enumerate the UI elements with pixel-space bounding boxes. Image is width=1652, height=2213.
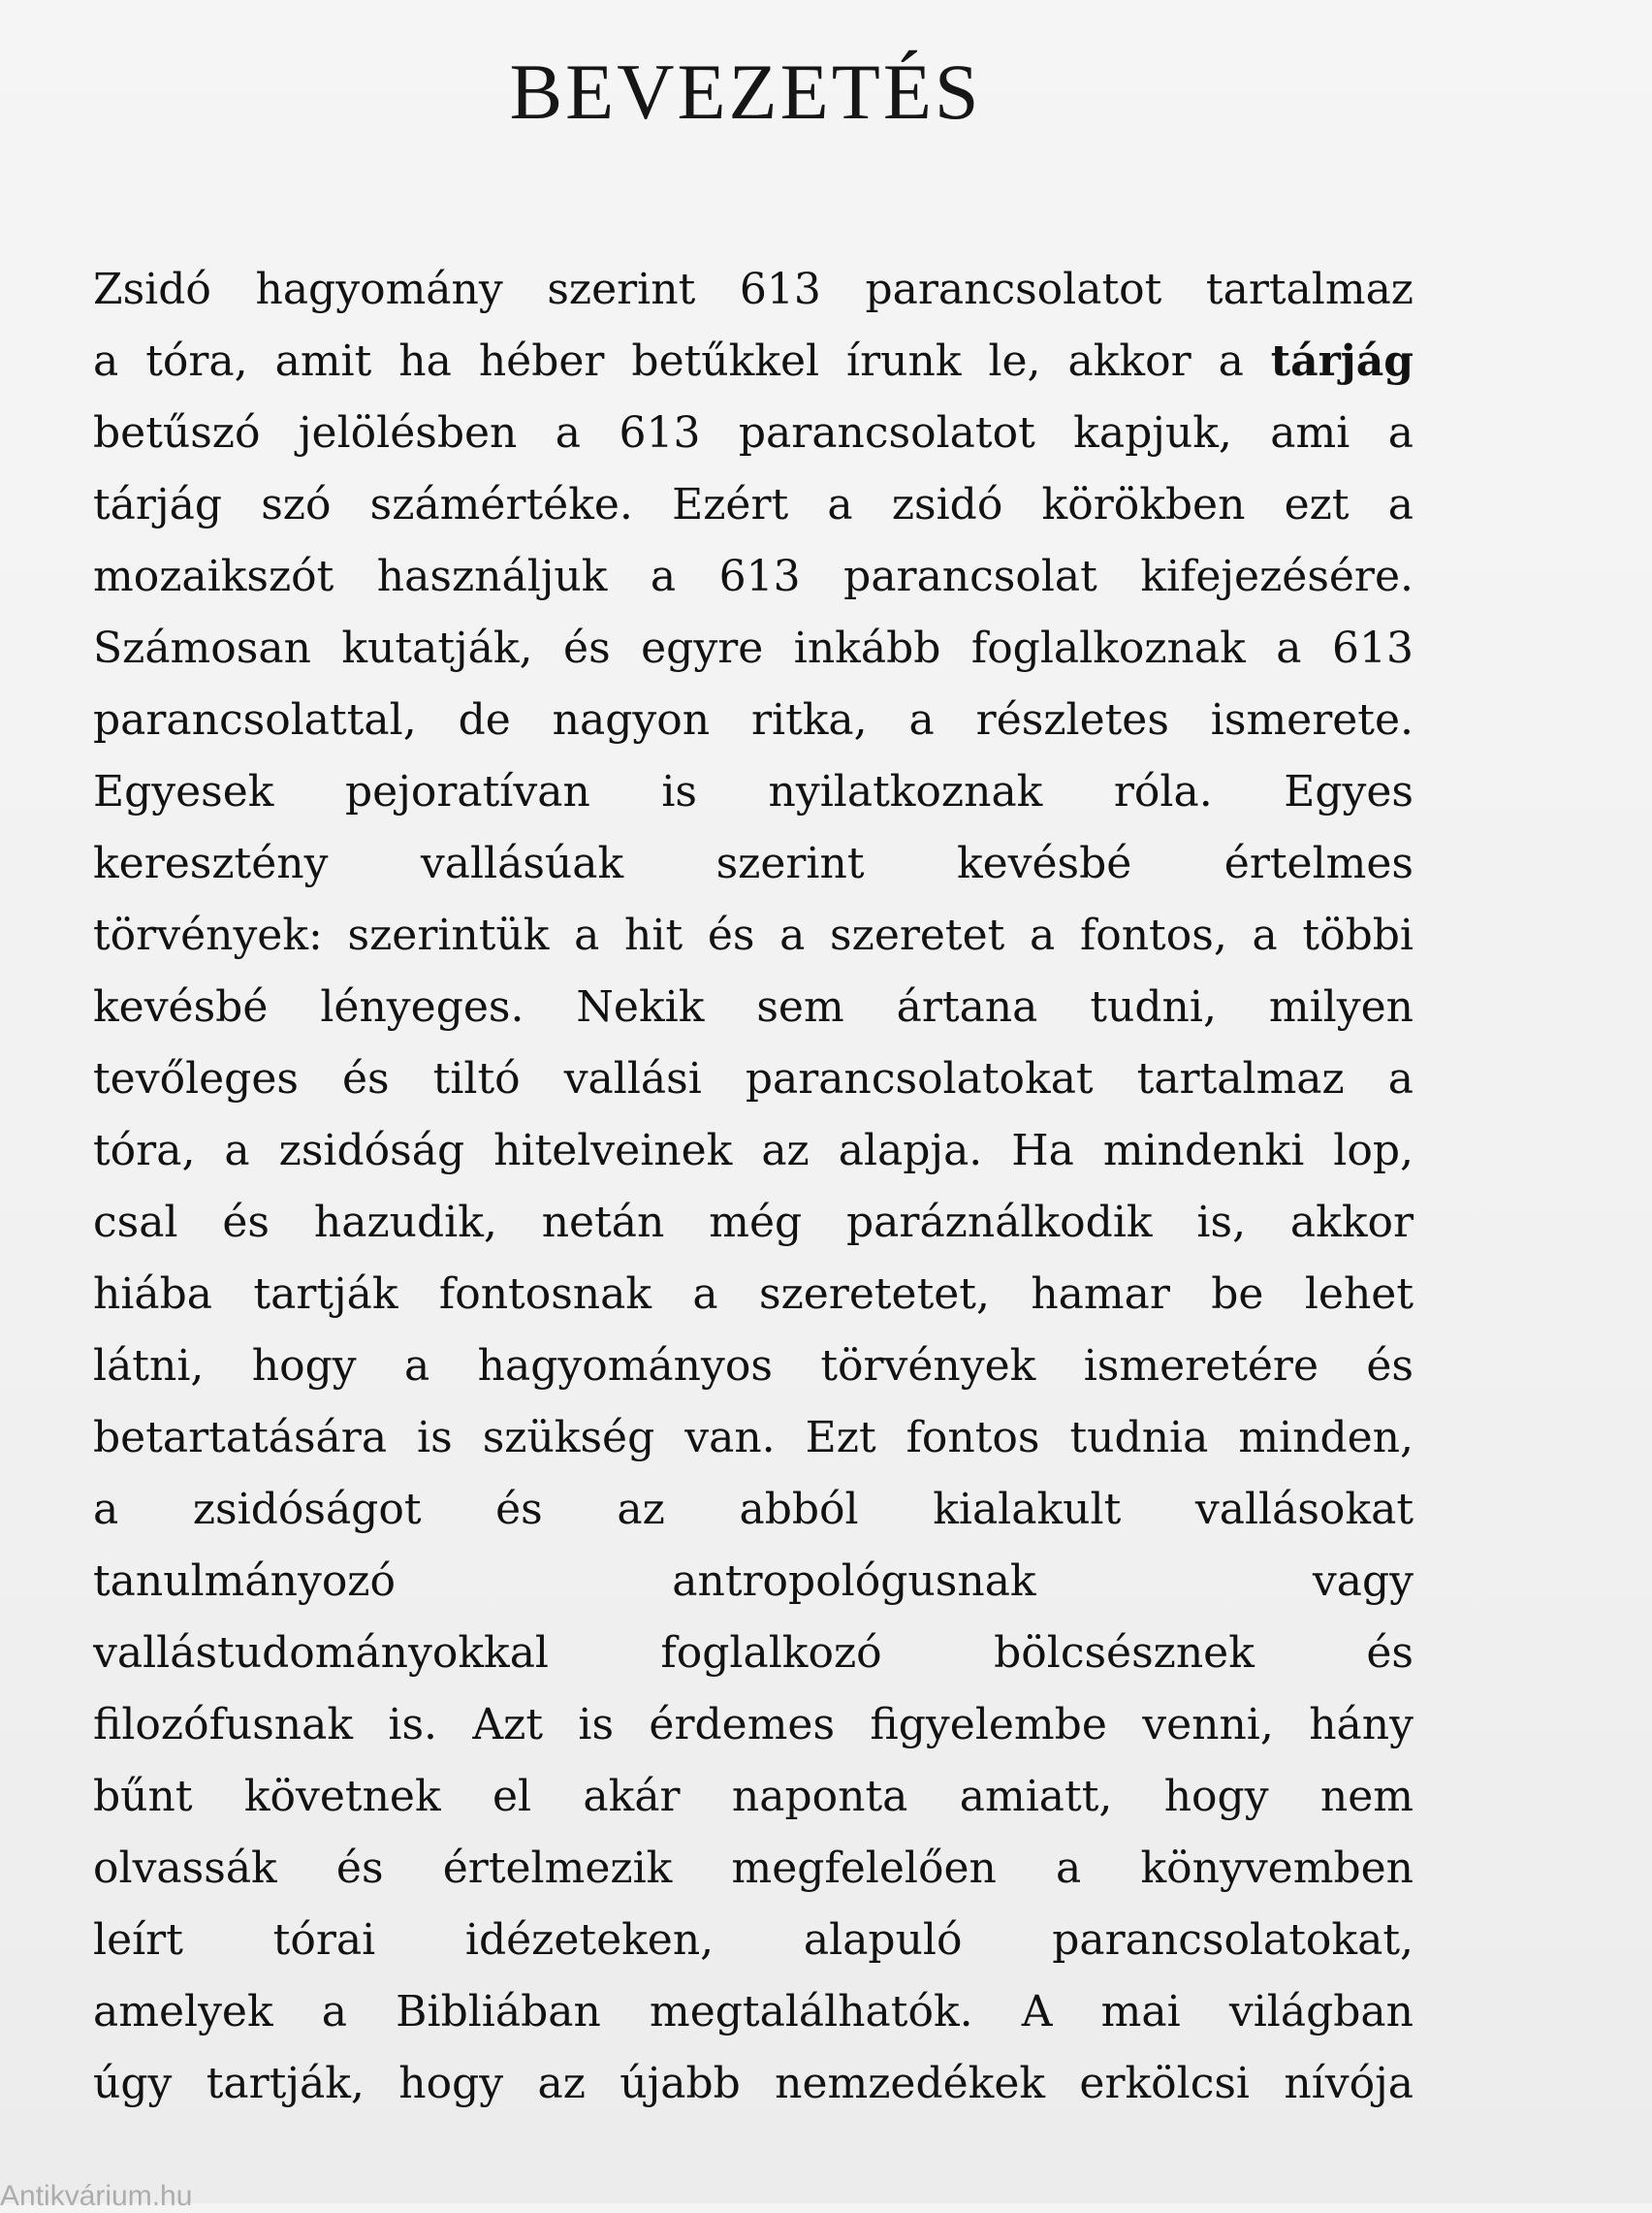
text-line-content: amelyek a Bibliában megtalálhatók. A mai világban — [93, 1987, 1414, 2037]
text-line — [93, 2048, 1414, 2120]
text-line — [93, 828, 1414, 900]
text-line — [93, 398, 1414, 469]
text-line-content: mozaikszót használjuk a 613 parancsolat kifejezésére. — [93, 552, 1414, 601]
text-line-content: kevésbé lényeges. Nekik sem ártana tudni, milyen — [93, 982, 1414, 1032]
text-line — [93, 1043, 1414, 1115]
text-line-content: tárjág szó számértéke. Ezért a zsidó körökben ezt a — [93, 480, 1414, 529]
text-line — [93, 1905, 1414, 1976]
text-line-content: a tóra, amit ha héber betűkkel írunk le, akkor a — [93, 337, 1271, 386]
text-line-content: olvassák és értelmezik megfelelően a könyvemben — [93, 1844, 1414, 1893]
bold-term: tárjág — [1270, 337, 1414, 386]
text-line — [93, 972, 1414, 1043]
text-line-content: vallástudományokkal foglalkozó bölcsésznek és — [93, 1628, 1414, 1678]
text-line-content: úgy tartják, hogy az újabb nemzedékek erkölcsi nívója — [93, 2059, 1414, 2108]
text-line — [93, 685, 1414, 756]
text-line-content: bűnt követnek el akár naponta amiatt, hogy nem — [93, 1772, 1414, 1821]
text-line — [93, 1546, 1414, 1618]
text-line — [93, 1976, 1414, 2048]
text-line — [93, 1833, 1414, 1905]
text-line-content: hiába tartják fontosnak a szeretetet, hamar be lehet — [93, 1269, 1414, 1319]
text-line — [93, 1331, 1414, 1402]
text-line — [93, 1689, 1414, 1761]
text-line — [93, 756, 1414, 828]
text-line-content: a zsidóságot és az abból kialakult vallásokat — [93, 1485, 1414, 1534]
text-line-content: Egyesek pejoratívan is nyilatkoznak róla. Egyes — [93, 767, 1414, 817]
text-line-content: leírt tórai idézeteken, alapuló parancsolatokat, — [93, 1915, 1414, 1965]
text-line — [93, 1187, 1414, 1259]
text-line — [93, 1115, 1414, 1187]
text-line-content: látni, hogy a hagyományos törvények ismeretére és — [93, 1341, 1414, 1391]
text-line — [93, 469, 1414, 541]
text-line-content: betartatására is szükség van. Ezt fontos tudnia minden, — [93, 1413, 1414, 1462]
text-line — [93, 1761, 1414, 1833]
text-line — [93, 326, 1414, 398]
watermark-text: Antikvárium.hu — [0, 2180, 193, 2212]
text-line — [93, 1402, 1414, 1474]
text-line-content: keresztény vallásúak szerint kevésbé értelmes — [93, 839, 1414, 888]
chapter-title: BEVEZETÉS — [509, 48, 982, 136]
text-line-content: filozófusnak is. Azt is érdemes figyelembe venni, hány — [93, 1700, 1414, 1749]
text-line — [93, 1259, 1414, 1331]
text-line-content: Zsidó hagyomány szerint 613 parancsolatot tartalmaz — [93, 265, 1414, 314]
text-line-content: tevőleges és tiltó vallási parancsolatokat tartalmaz a — [93, 1054, 1414, 1104]
text-line-content: tanulmányozó antropológusnak vagy — [93, 1556, 1414, 1606]
text-line-content: csal és hazudik, netán még paráználkodik is, akkor — [93, 1198, 1414, 1247]
text-line — [93, 613, 1414, 685]
text-line — [93, 541, 1414, 613]
body-paragraph — [93, 254, 1414, 2120]
text-line — [93, 900, 1414, 972]
text-line-content: törvények: szerintük a hit és a szeretet a fontos, a többi — [93, 911, 1414, 960]
text-line-content: parancsolattal, de nagyon ritka, a részletes ismerete. — [93, 695, 1414, 745]
text-line-content: betűszó jelölésben a 613 parancsolatot kapjuk, ami a — [93, 408, 1414, 458]
text-line-content: Számosan kutatják, és egyre inkább foglalkoznak a 613 — [93, 624, 1414, 673]
text-line — [93, 1474, 1414, 1546]
text-line — [93, 1618, 1414, 1689]
text-line-content: tóra, a zsidóság hitelveinek az alapja. Ha mindenki lop, — [93, 1126, 1414, 1175]
text-line — [93, 254, 1414, 326]
